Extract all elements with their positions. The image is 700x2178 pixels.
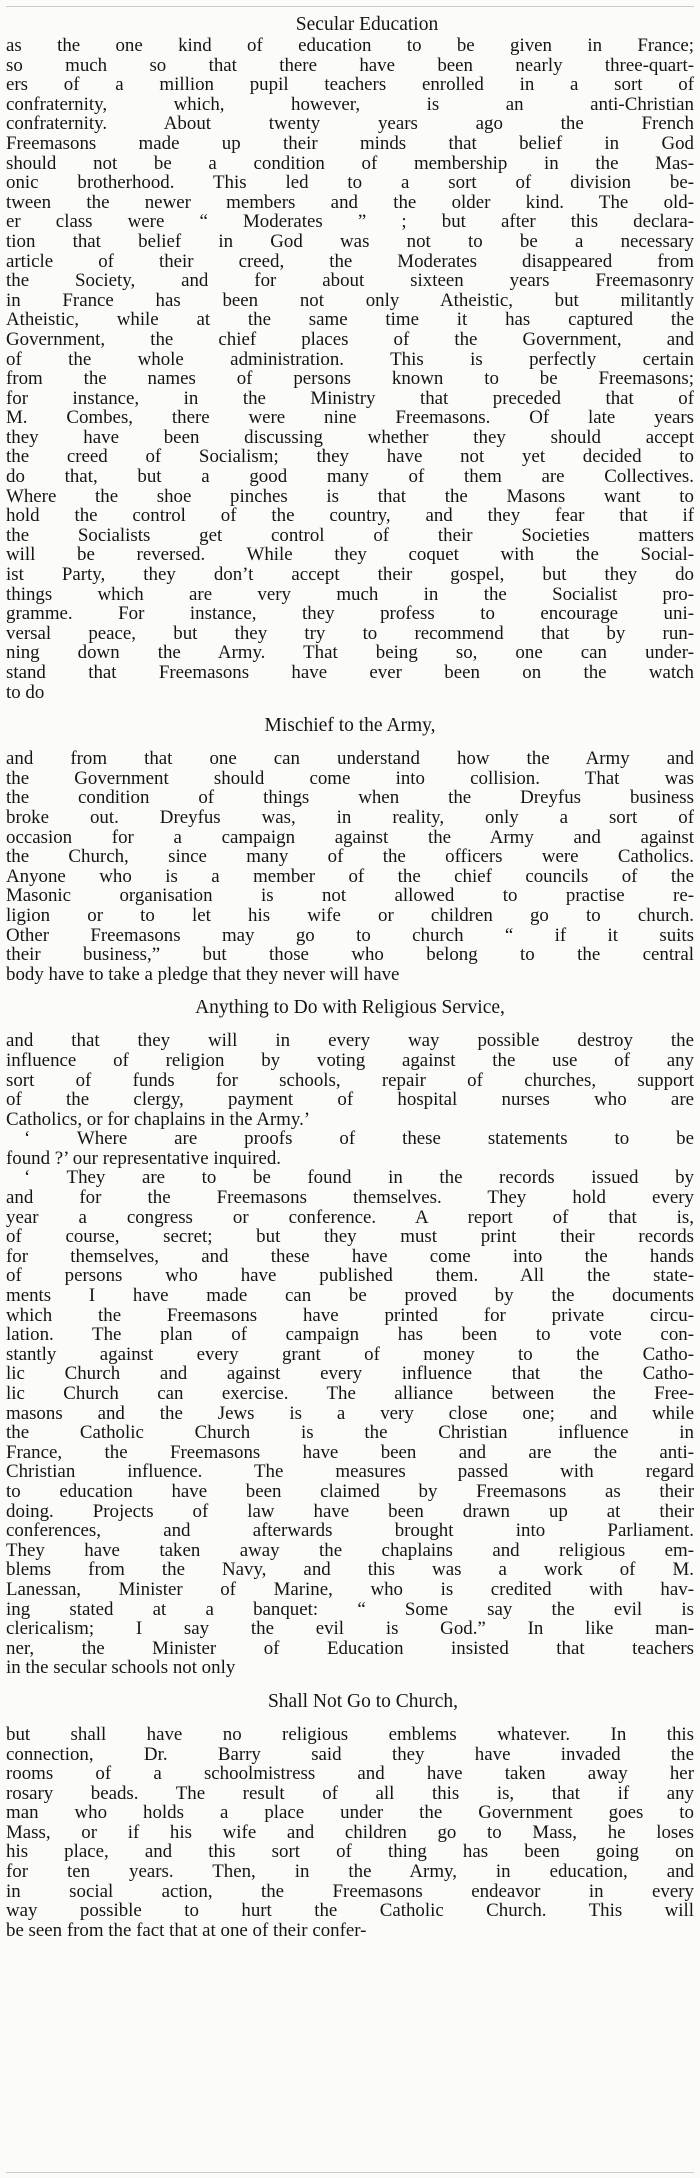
text-line: man who holds a place under the Government goes to bbox=[6, 1802, 694, 1824]
text-line: Catholics, or for chaplains in the Army.’ bbox=[6, 1108, 311, 1130]
text-line: Anyone who is a member of the chief councils of the bbox=[6, 865, 694, 887]
text-line: and from that one can understand how the Army and bbox=[6, 748, 694, 770]
text-line: in social action, the Freemasons endeavor in every bbox=[6, 1880, 694, 1902]
text-line: rooms of a schoolmistress and have taken away her bbox=[6, 1763, 694, 1785]
text-line: their business,” but those who belong to the central bbox=[6, 944, 694, 966]
text-line: connection, Dr. Barry said they have invaded the bbox=[6, 1743, 694, 1765]
text-line: the Society, and for about sixteen years Freemasonry bbox=[6, 270, 694, 292]
text-line: for instance, in the Ministry that preceded that of bbox=[6, 387, 694, 409]
text-line: They have taken away the chaplains and religious em- bbox=[6, 1539, 694, 1561]
text-line: found ?’ our representative inquired. bbox=[6, 1147, 282, 1169]
text-line: from the names of persons known to be Freemasons; bbox=[6, 368, 694, 390]
text-line: Atheistic, while at the same time it has captured the bbox=[6, 309, 694, 331]
text-line: the Socialists get control of their Societies matters bbox=[6, 524, 694, 546]
text-line: article of their creed, the Moderates disappeared from bbox=[6, 250, 694, 272]
text-line: masons and the Jews is a very close one; and while bbox=[6, 1402, 694, 1424]
text-line: year a congress or conference. A report of that is, bbox=[6, 1206, 694, 1228]
text-line: do that, but a good many of them are Collectives. bbox=[6, 466, 694, 488]
text-line: occasion for a campaign against the Army and against bbox=[6, 826, 694, 848]
text-line: broke out. Dreyfus was, in reality, only a sort of bbox=[6, 806, 694, 828]
text-line: in the secular schools not only bbox=[6, 1657, 236, 1679]
bottom-rule bbox=[6, 2172, 694, 2173]
text-line: blems from the Navy, and this was a work of M. bbox=[6, 1559, 694, 1581]
paragraph bbox=[6, 1031, 694, 1129]
text-line: Christian influence. The measures passed with regard bbox=[6, 1461, 694, 1483]
text-line: lic Church and against every influence that the Catho- bbox=[6, 1363, 694, 1385]
section-subheading: Mischief to the Army, bbox=[264, 715, 436, 737]
text-line: ning down the Army. That being so, one can under- bbox=[6, 642, 694, 664]
text-line: hold the control of the country, and they fear that if bbox=[6, 505, 694, 527]
text-line: as the one kind of education to be given in France; bbox=[6, 35, 694, 56]
text-line: ‘ Where are proofs of these statements to be bbox=[24, 1128, 694, 1150]
text-line: his place, and this sort of thing has been going on bbox=[6, 1841, 694, 1863]
text-line: the Church, since many of the officers were Catholics. bbox=[6, 846, 694, 868]
text-line: should not be a condition of membership in the Mas- bbox=[6, 152, 694, 174]
text-line: lic Church can exercise. The alliance between the Free- bbox=[6, 1383, 694, 1404]
text-line: stantly against every grant of money to the Catho- bbox=[6, 1343, 694, 1365]
text-line: stand that Freemasons have ever been on the watch bbox=[6, 662, 694, 683]
text-line: body have to take a pledge that they never will have bbox=[6, 963, 400, 985]
text-line: rosary beads. The result of all this is, that if any bbox=[6, 1782, 694, 1804]
text-line: the Government should come into collision. That was bbox=[6, 767, 694, 789]
article-heading: Secular Education bbox=[295, 14, 439, 35]
text-line: be seen from the fact that at one of their confer- bbox=[6, 1919, 367, 1941]
text-line: the creed of Socialism; they have not yet decided to bbox=[6, 446, 694, 468]
paragraph bbox=[6, 1725, 694, 1941]
article-column bbox=[6, 14, 694, 1940]
text-line: of course, secret; but they must print their records bbox=[6, 1226, 694, 1248]
text-line: things which are very much in the Socialist pro- bbox=[6, 583, 694, 605]
text-line: to education have been claimed by Freemasons as their bbox=[6, 1480, 694, 1502]
text-line: but shall have no religious emblems whatever. In this bbox=[6, 1723, 694, 1745]
text-line: Freemasons made up their minds that belief in God bbox=[6, 132, 694, 154]
text-line: confraternity. About twenty years ago the French bbox=[6, 113, 694, 135]
text-line: ner, the Minister of Education insisted that teachers bbox=[6, 1637, 694, 1659]
paragraph bbox=[6, 1129, 694, 1168]
text-line: the Catholic Church is the Christian influence in bbox=[6, 1422, 694, 1444]
text-line: ing stated at a banquet: “ Some say the evil is bbox=[6, 1598, 694, 1620]
text-line: for themselves, and these have come into the hands bbox=[6, 1245, 694, 1267]
text-line: the condition of things when the Dreyfus business bbox=[6, 787, 694, 809]
text-line: ‘ They are to be found in the records issued by bbox=[24, 1167, 694, 1189]
text-line: of the whole administration. This is perfectly certain bbox=[6, 348, 694, 370]
text-line: France, the Freemasons have been and are the anti- bbox=[6, 1441, 694, 1463]
text-line: sort of funds for schools, repair of churches, support bbox=[6, 1069, 694, 1091]
paragraph bbox=[6, 36, 694, 702]
text-line: for ten years. Then, in the Army, in education, and bbox=[6, 1861, 694, 1883]
text-line: of the clergy, payment of hospital nurses who are bbox=[6, 1089, 694, 1111]
text-line: onic brotherhood. This led to a sort of division be- bbox=[6, 172, 694, 194]
text-line: M. Combes, there were nine Freemasons. Of late years bbox=[6, 407, 694, 429]
text-line: clericalism; I say the evil is God.” In like man- bbox=[6, 1618, 694, 1640]
text-line: versal peace, but they try to recommend that by run- bbox=[6, 622, 694, 644]
text-line: and for the Freemasons themselves. They hold every bbox=[6, 1187, 694, 1209]
text-line: lation. The plan of campaign has been to vote con- bbox=[6, 1324, 694, 1346]
text-line: confraternity, which, however, is an anti-Christian bbox=[6, 93, 694, 115]
text-line: tion that belief in God was not to be a necessary bbox=[6, 230, 694, 252]
text-line: influence of religion by voting against the use of any bbox=[6, 1049, 694, 1071]
text-line: Mass, or if his wife and children go to Mass, he loses bbox=[6, 1821, 694, 1843]
text-line: tween the newer members and the older kind. The old- bbox=[6, 191, 694, 213]
text-line: gramme. For instance, they profess to encourage uni- bbox=[6, 603, 694, 625]
text-line: so much so that there have been nearly three-quart- bbox=[6, 54, 694, 76]
text-line: way possible to hurt the Catholic Church. This will bbox=[6, 1900, 694, 1922]
text-line: conferences, and afterwards brought into Parliament. bbox=[6, 1520, 694, 1542]
text-line: doing. Projects of law have been drawn up at their bbox=[6, 1500, 694, 1522]
paragraph bbox=[6, 749, 694, 984]
text-line: which the Freemasons have printed for private circu- bbox=[6, 1304, 694, 1326]
text-line: ments I have made can be proved by the documents bbox=[6, 1285, 694, 1307]
text-line: Where the shoe pinches is that the Masons want to bbox=[6, 485, 694, 507]
paragraph bbox=[6, 1168, 694, 1677]
text-line: er class were “ Moderates ” ; but after this declara- bbox=[6, 211, 694, 233]
section-subheading: Anything to Do with Religious Service, bbox=[195, 997, 505, 1019]
text-line: they have been discussing whether they should accept bbox=[6, 426, 694, 448]
text-line: ist Party, they don’t accept their gospel, but they do bbox=[6, 564, 694, 586]
top-rule bbox=[6, 6, 694, 7]
text-line: Government, the chief places of the Government, and bbox=[6, 328, 694, 350]
article-body bbox=[6, 36, 694, 1940]
text-line: in France has been not only Atheistic, but militantly bbox=[6, 289, 694, 311]
text-line: and that they will in every way possible destroy the bbox=[6, 1030, 694, 1052]
text-line: Masonic organisation is not allowed to practise re- bbox=[6, 885, 694, 907]
text-line: of persons who have published them. All the state- bbox=[6, 1265, 694, 1287]
text-line: Lanessan, Minister of Marine, who is credited with hav- bbox=[6, 1578, 694, 1600]
text-line: will be reversed. While they coquet with the Social- bbox=[6, 544, 694, 566]
text-line: to do bbox=[6, 681, 45, 703]
text-line: ligion or to let his wife or children go to church. bbox=[6, 904, 694, 926]
section-subheading: Shall Not Go to Church, bbox=[267, 1690, 459, 1712]
text-line: Other Freemasons may go to church “ if it suits bbox=[6, 924, 694, 946]
text-line: ers of a million pupil teachers enrolled in a sort of bbox=[6, 74, 694, 96]
